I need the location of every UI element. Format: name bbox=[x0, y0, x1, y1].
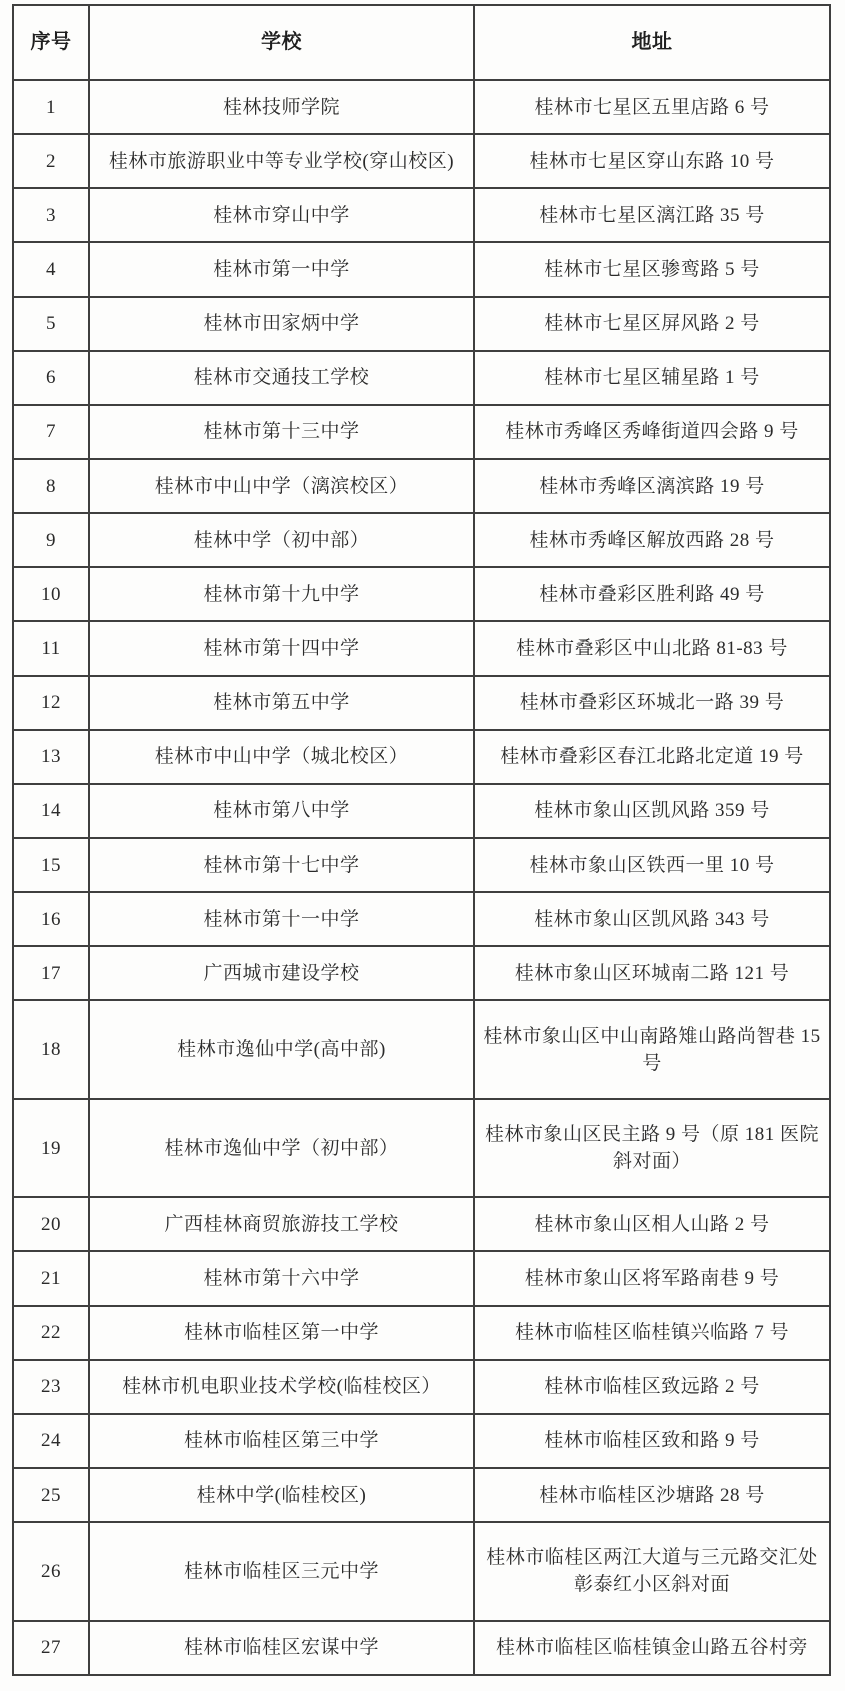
address-cell: 桂林市叠彩区胜利路 49 号 bbox=[474, 567, 830, 621]
address-cell: 桂林市七星区屏风路 2 号 bbox=[474, 297, 830, 351]
address-cell: 桂林市叠彩区环城北一路 39 号 bbox=[474, 676, 830, 730]
address-cell: 桂林市象山区铁西一里 10 号 bbox=[474, 838, 830, 892]
address-cell: 桂林市叠彩区中山北路 81-83 号 bbox=[474, 621, 830, 675]
school-name-cell: 桂林市第十七中学 bbox=[89, 838, 474, 892]
row-number-cell: 12 bbox=[13, 676, 89, 730]
row-number-cell: 13 bbox=[13, 730, 89, 784]
school-name-cell: 桂林市第十六中学 bbox=[89, 1251, 474, 1305]
school-name-cell: 桂林市逸仙中学（初中部） bbox=[89, 1099, 474, 1197]
address-cell: 桂林市象山区将军路南巷 9 号 bbox=[474, 1251, 830, 1305]
school-address-table bbox=[12, 4, 831, 1676]
table-row bbox=[13, 567, 830, 621]
school-name-cell: 广西城市建设学校 bbox=[89, 946, 474, 1000]
row-number-cell: 26 bbox=[13, 1522, 89, 1620]
row-number-cell: 9 bbox=[13, 513, 89, 567]
address-cell: 桂林市秀峰区漓滨路 19 号 bbox=[474, 459, 830, 513]
school-name-cell: 桂林市临桂区宏谋中学 bbox=[89, 1621, 474, 1675]
row-number-cell: 17 bbox=[13, 946, 89, 1000]
column-header-address: 地址 bbox=[474, 5, 830, 80]
column-header-no: 序号 bbox=[13, 5, 89, 80]
table-row bbox=[13, 676, 830, 730]
address-cell: 桂林市象山区凯风路 343 号 bbox=[474, 892, 830, 946]
row-number-cell: 19 bbox=[13, 1099, 89, 1197]
table-row bbox=[13, 1360, 830, 1414]
school-name-cell: 桂林市第十三中学 bbox=[89, 405, 474, 459]
address-cell: 桂林市临桂区临桂镇兴临路 7 号 bbox=[474, 1306, 830, 1360]
school-name-cell: 桂林市田家炳中学 bbox=[89, 297, 474, 351]
table-row bbox=[13, 351, 830, 405]
address-cell: 桂林市秀峰区秀峰街道四会路 9 号 bbox=[474, 405, 830, 459]
row-number-cell: 8 bbox=[13, 459, 89, 513]
address-cell: 桂林市七星区辅星路 1 号 bbox=[474, 351, 830, 405]
table-row bbox=[13, 1306, 830, 1360]
school-name-cell: 桂林市交通技工学校 bbox=[89, 351, 474, 405]
address-cell: 桂林市象山区环城南二路 121 号 bbox=[474, 946, 830, 1000]
school-name-cell: 桂林市逸仙中学(高中部) bbox=[89, 1000, 474, 1098]
row-number-cell: 3 bbox=[13, 188, 89, 242]
address-cell: 桂林市秀峰区解放西路 28 号 bbox=[474, 513, 830, 567]
address-cell: 桂林市临桂区两江大道与三元路交汇处彰泰红小区斜对面 bbox=[474, 1522, 830, 1620]
school-name-cell: 桂林市临桂区三元中学 bbox=[89, 1522, 474, 1620]
row-number-cell: 23 bbox=[13, 1360, 89, 1414]
row-number-cell: 24 bbox=[13, 1414, 89, 1468]
school-name-cell: 桂林市机电职业技术学校(临桂校区） bbox=[89, 1360, 474, 1414]
table-row bbox=[13, 730, 830, 784]
table-row bbox=[13, 297, 830, 351]
table-row bbox=[13, 784, 830, 838]
row-number-cell: 7 bbox=[13, 405, 89, 459]
table-row bbox=[13, 1522, 830, 1620]
table-row bbox=[13, 1197, 830, 1251]
school-name-cell: 桂林市第一中学 bbox=[89, 242, 474, 296]
address-cell: 桂林市象山区中山南路雉山路尚智巷 15 号 bbox=[474, 1000, 830, 1098]
table-row bbox=[13, 80, 830, 134]
row-number-cell: 20 bbox=[13, 1197, 89, 1251]
row-number-cell: 6 bbox=[13, 351, 89, 405]
address-cell: 桂林市七星区骖鸾路 5 号 bbox=[474, 242, 830, 296]
address-cell: 桂林市临桂区临桂镇金山路五谷村旁 bbox=[474, 1621, 830, 1675]
table-row bbox=[13, 513, 830, 567]
school-name-cell: 桂林市中山中学（漓滨校区） bbox=[89, 459, 474, 513]
address-cell: 桂林市临桂区沙塘路 28 号 bbox=[474, 1468, 830, 1522]
school-name-cell: 桂林市旅游职业中等专业学校(穿山校区) bbox=[89, 134, 474, 188]
table-row bbox=[13, 1468, 830, 1522]
address-cell: 桂林市临桂区致远路 2 号 bbox=[474, 1360, 830, 1414]
row-number-cell: 10 bbox=[13, 567, 89, 621]
school-name-cell: 广西桂林商贸旅游技工学校 bbox=[89, 1197, 474, 1251]
address-cell: 桂林市象山区相人山路 2 号 bbox=[474, 1197, 830, 1251]
table-row bbox=[13, 838, 830, 892]
school-name-cell: 桂林中学（初中部） bbox=[89, 513, 474, 567]
school-name-cell: 桂林中学(临桂校区) bbox=[89, 1468, 474, 1522]
school-name-cell: 桂林市中山中学（城北校区） bbox=[89, 730, 474, 784]
row-number-cell: 4 bbox=[13, 242, 89, 296]
row-number-cell: 21 bbox=[13, 1251, 89, 1305]
column-header-school: 学校 bbox=[89, 5, 474, 80]
address-cell: 桂林市象山区凯风路 359 号 bbox=[474, 784, 830, 838]
row-number-cell: 2 bbox=[13, 134, 89, 188]
row-number-cell: 14 bbox=[13, 784, 89, 838]
row-number-cell: 16 bbox=[13, 892, 89, 946]
address-cell: 桂林市七星区五里店路 6 号 bbox=[474, 80, 830, 134]
table-row bbox=[13, 459, 830, 513]
table-body bbox=[13, 80, 830, 1675]
school-name-cell: 桂林市第十一中学 bbox=[89, 892, 474, 946]
row-number-cell: 1 bbox=[13, 80, 89, 134]
table-row bbox=[13, 188, 830, 242]
header-row bbox=[13, 5, 830, 80]
school-name-cell: 桂林技师学院 bbox=[89, 80, 474, 134]
school-name-cell: 桂林市临桂区第一中学 bbox=[89, 1306, 474, 1360]
row-number-cell: 18 bbox=[13, 1000, 89, 1098]
row-number-cell: 22 bbox=[13, 1306, 89, 1360]
school-name-cell: 桂林市第八中学 bbox=[89, 784, 474, 838]
row-number-cell: 5 bbox=[13, 297, 89, 351]
table-row bbox=[13, 621, 830, 675]
row-number-cell: 11 bbox=[13, 621, 89, 675]
school-name-cell: 桂林市第十九中学 bbox=[89, 567, 474, 621]
school-name-cell: 桂林市穿山中学 bbox=[89, 188, 474, 242]
table-row bbox=[13, 405, 830, 459]
table-row bbox=[13, 134, 830, 188]
table-row bbox=[13, 1414, 830, 1468]
table-row bbox=[13, 892, 830, 946]
row-number-cell: 27 bbox=[13, 1621, 89, 1675]
table-row bbox=[13, 1621, 830, 1675]
address-cell: 桂林市象山区民主路 9 号（原 181 医院斜对面） bbox=[474, 1099, 830, 1197]
table-row bbox=[13, 1099, 830, 1197]
address-cell: 桂林市七星区穿山东路 10 号 bbox=[474, 134, 830, 188]
address-cell: 桂林市临桂区致和路 9 号 bbox=[474, 1414, 830, 1468]
row-number-cell: 15 bbox=[13, 838, 89, 892]
table-header bbox=[13, 5, 830, 80]
table-row bbox=[13, 1251, 830, 1305]
school-name-cell: 桂林市第五中学 bbox=[89, 676, 474, 730]
address-cell: 桂林市七星区漓江路 35 号 bbox=[474, 188, 830, 242]
table-row bbox=[13, 242, 830, 296]
school-name-cell: 桂林市临桂区第三中学 bbox=[89, 1414, 474, 1468]
table-row bbox=[13, 946, 830, 1000]
address-cell: 桂林市叠彩区春江北路北定道 19 号 bbox=[474, 730, 830, 784]
table-row bbox=[13, 1000, 830, 1098]
row-number-cell: 25 bbox=[13, 1468, 89, 1522]
school-name-cell: 桂林市第十四中学 bbox=[89, 621, 474, 675]
